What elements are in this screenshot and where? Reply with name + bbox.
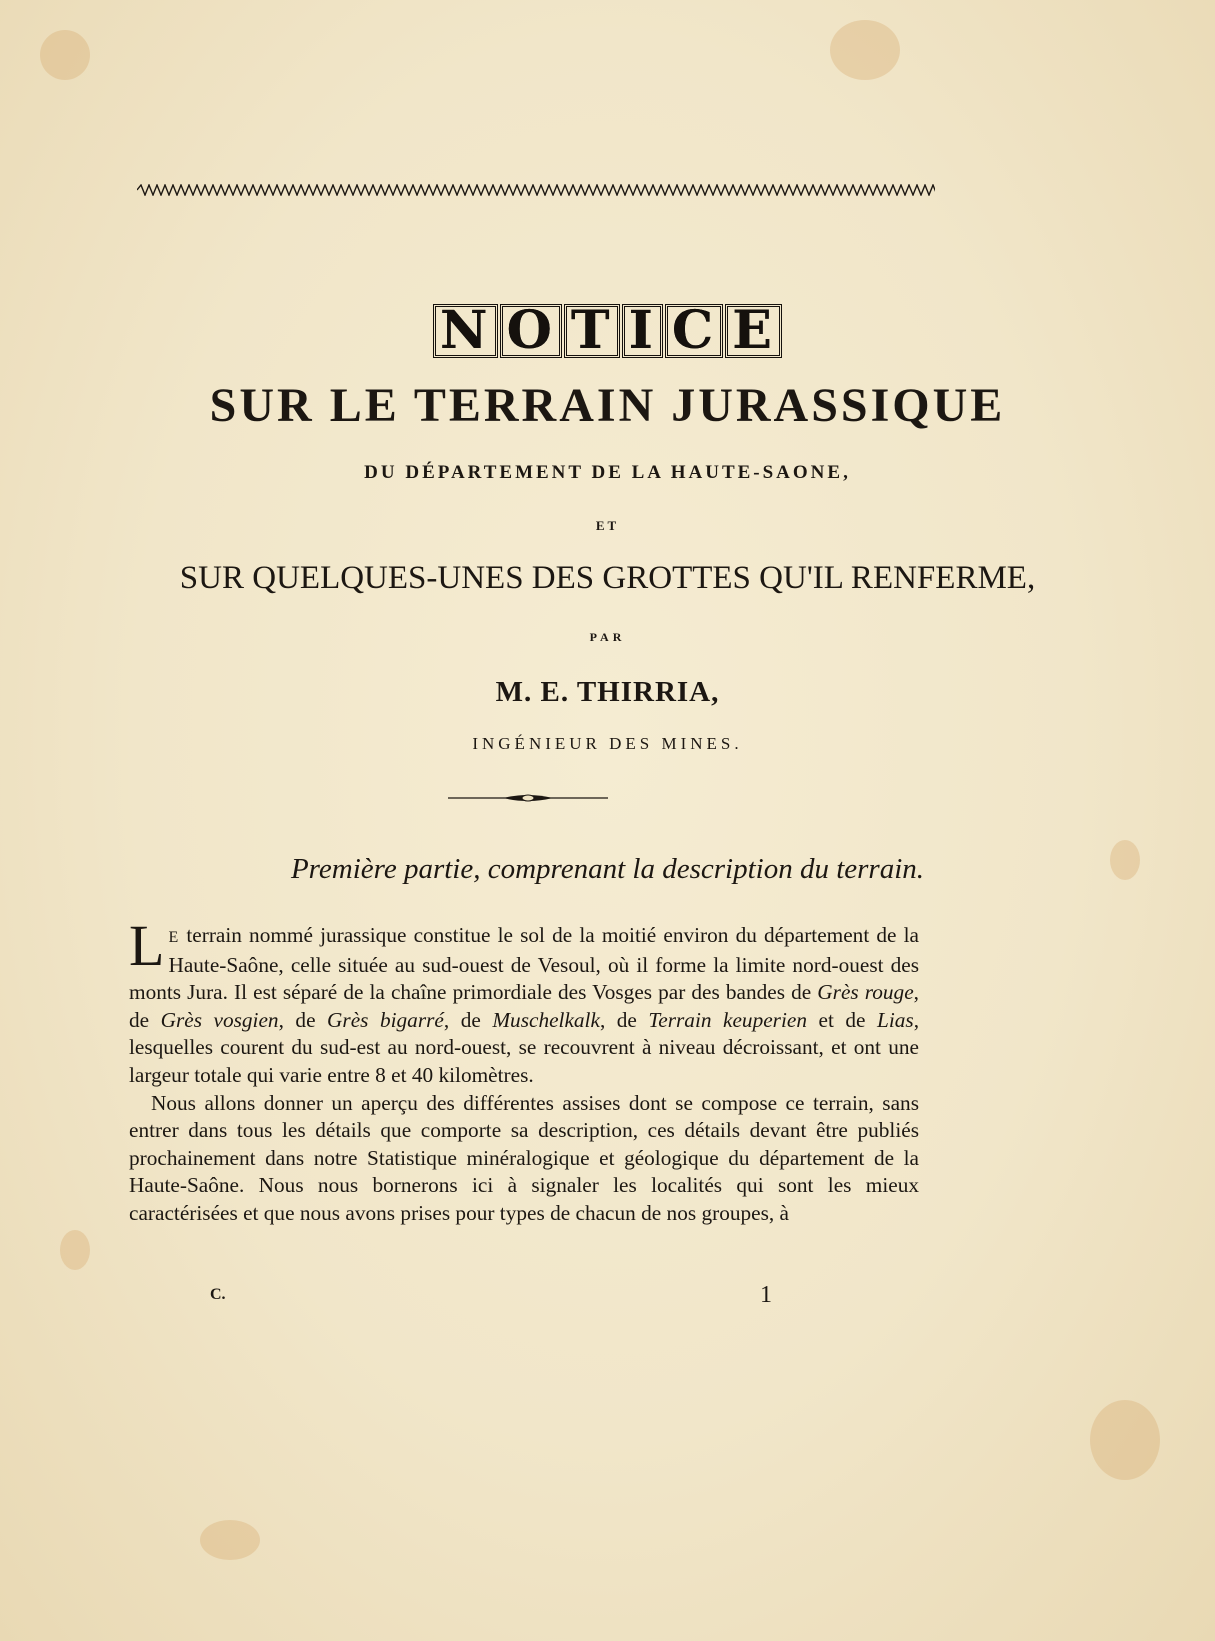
conjunction-et: ET bbox=[595, 518, 620, 533]
para1-segment: , de bbox=[443, 1007, 493, 1032]
para1-term: Grès rouge bbox=[817, 980, 914, 1005]
page-footer bbox=[0, 1282, 1215, 1316]
para1-term: Muschelkalk bbox=[492, 1007, 600, 1032]
paragraph-2: Nous allons donner un aperçu des différentes assises dont se compose ce terrain, sans entrer dans tous les détails que comporte sa description, ces détails devant être publiés prochainement dans notre Statistique minéralogique et géologique du département de la Haute-Saône. Nous nous bornerons ici à signaler les localités qui sont les mieux caractérisées et que nous avons prises pour types de chacun de nos groupes, à bbox=[129, 1090, 919, 1225]
para1-segment: , de bbox=[278, 1007, 328, 1032]
notice-letter: O bbox=[500, 304, 562, 358]
para1-term: Lias bbox=[877, 1007, 914, 1032]
para1-segment: terrain nommé jurassique constitue le sol de la moitié environ du département de la Haute-Saône, celle située au sud-ouest de Vesoul, où il forme la limite nord-ouest des monts Jura. Il est séparé de la chaîne primordiale des Vosges par des bandes de bbox=[129, 923, 919, 1005]
para1-term: Grès vosgien bbox=[160, 1007, 279, 1032]
ornamental-rule bbox=[137, 184, 935, 196]
foxing-stain bbox=[830, 20, 900, 80]
notice-letter: N bbox=[433, 304, 498, 358]
notice-letter: C bbox=[665, 304, 723, 358]
para1-segment: , lesquelles courent du sud-est au nord-ouest, se recouvrent à niveau décroissant, et ont une largeur totale qui varie entre 8 et 40 kilomètres. bbox=[129, 1007, 920, 1087]
folio-number: 1 bbox=[760, 1282, 772, 1308]
para1-segment: , de bbox=[129, 980, 919, 1032]
notice-heading bbox=[0, 300, 1215, 361]
paragraph-1 bbox=[129, 913, 920, 1090]
notice-letter: T bbox=[564, 304, 620, 358]
foxing-stain bbox=[60, 1230, 90, 1270]
para1-term: Terrain keuperien bbox=[648, 1007, 807, 1032]
signature-mark: C. bbox=[210, 1286, 226, 1303]
para1-segment: , de bbox=[599, 1007, 649, 1032]
author-role: INGÉNIEUR DES MINES. bbox=[472, 734, 743, 753]
para1-segment: et de bbox=[807, 1007, 877, 1032]
foxing-stain bbox=[200, 1520, 260, 1560]
grottes-subtitle: SUR QUELQUES-UNES DES GROTTES QU'IL RENFERME, bbox=[179, 560, 1036, 596]
ornamental-divider bbox=[448, 792, 608, 804]
foxing-stain bbox=[1090, 1400, 1160, 1480]
part-heading: Première partie, comprenant la description du terrain. bbox=[290, 853, 925, 885]
notice-letter: I bbox=[622, 304, 663, 358]
notice-letter: E bbox=[725, 304, 782, 358]
para1-term: Grès bigarré bbox=[327, 1007, 444, 1032]
small-cap: E bbox=[168, 929, 180, 946]
par-label: PAR bbox=[589, 630, 626, 644]
drop-cap: L bbox=[129, 913, 165, 978]
author-name: M. E. THIRRIA, bbox=[495, 676, 720, 708]
foxing-stain bbox=[40, 30, 90, 80]
department-subtitle: DU DÉPARTEMENT DE LA HAUTE-SAONE, bbox=[364, 462, 851, 483]
main-title: SUR LE TERRAIN JURASSIQUE bbox=[209, 379, 1006, 432]
body-text bbox=[129, 913, 920, 1228]
